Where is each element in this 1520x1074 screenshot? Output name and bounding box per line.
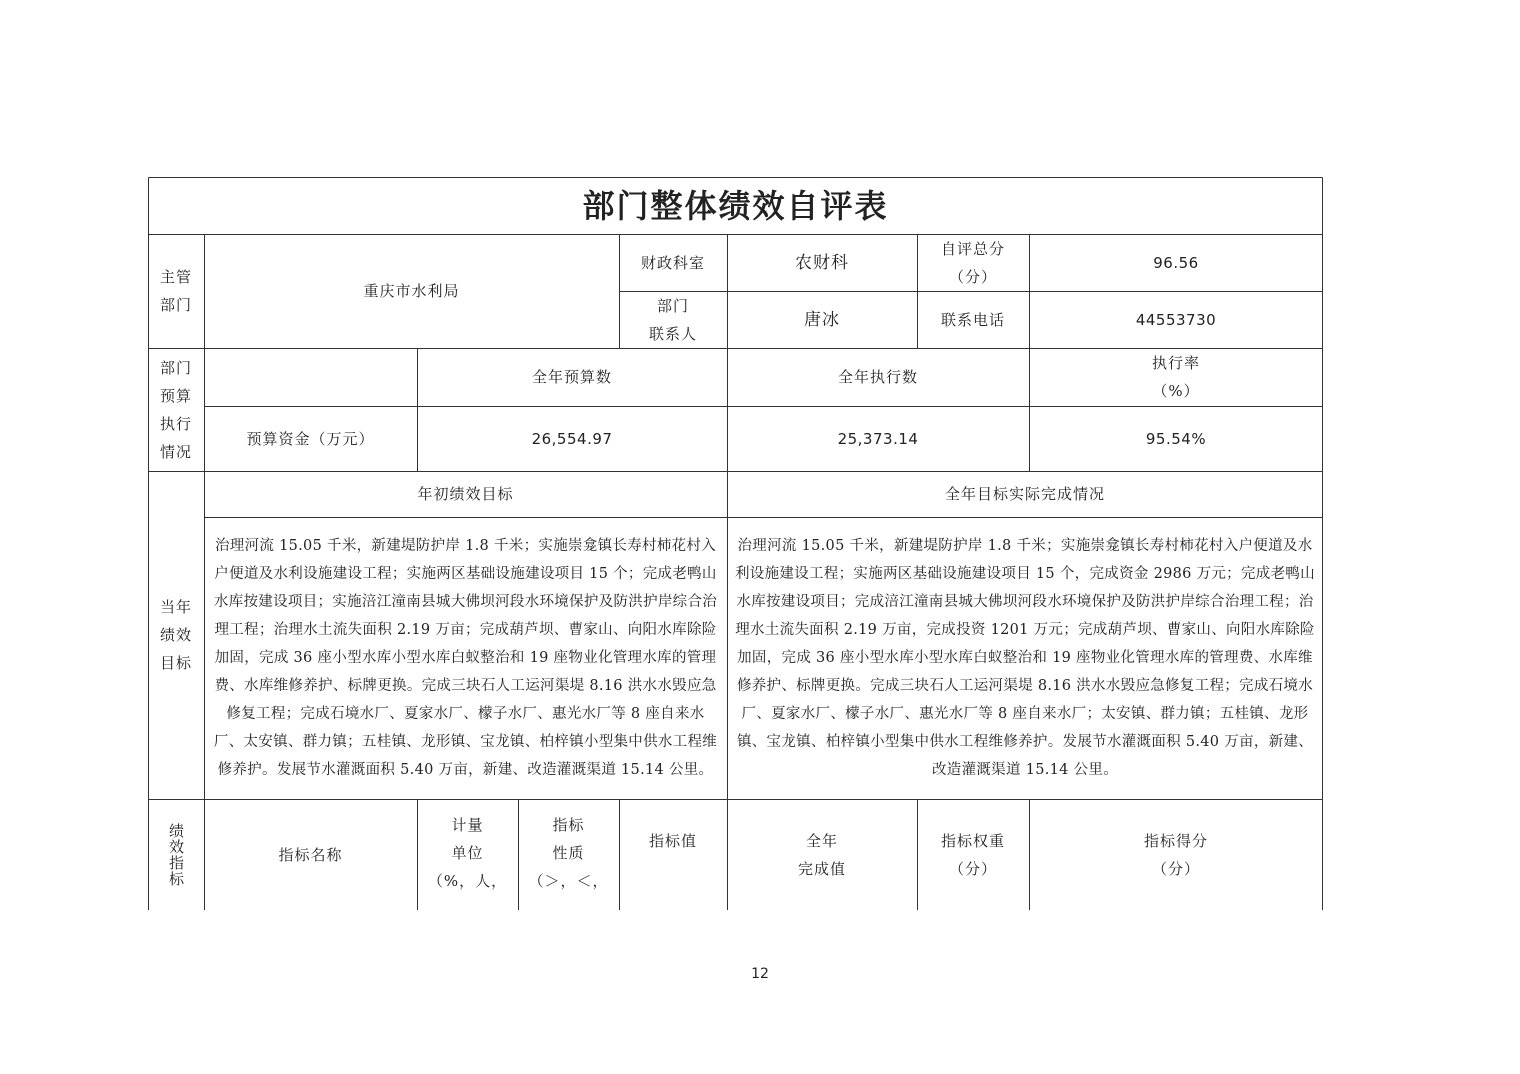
page-number: 12	[751, 966, 769, 982]
execution-rate-header: 执行率 （%）	[1151, 354, 1200, 400]
contact-person-value: 唐冰	[804, 309, 840, 330]
annual-execution-header: 全年执行数	[837, 368, 918, 386]
execution-value: 25,373.14	[837, 429, 919, 448]
indicator-name-header: 指标名称	[278, 845, 343, 864]
actual-completion-header: 全年目标实际完成情况	[944, 485, 1105, 503]
budget-value: 26,554.97	[531, 429, 613, 448]
budget-funds-label: 预算资金（万元）	[246, 429, 375, 448]
performance-table	[148, 177, 1323, 910]
initial-goals-text: 治理河流 15.05 千米，新建堤防护岸 1.8 千米；实施崇龛镇长寿村柿花村入户便道及水利设施建设工程；实施两区基础设施建设项目 15 个；完成老鸭山水库按建设项目；实施涪江潼南县城大佛坝河段水环境保护及防洪护岸综合治理工程；治理水土流失面积 2.19 万亩；完成葫芦坝、曹家山、向阳水库除险加固，完成 36 座小型水库小型水库白蚁整治和 19 座物业化管理水库的管理费、水库维修养护、标牌更换。完成三块石人工运河渠堤 8.16 洪水水毁应急修复工程；完成石境水厂、夏家水厂、檬子水厂、惠光水厂等 8 座自来水厂、太安镇、群力镇；五桂镇、龙形镇、宝龙镇、柏梓镇小型集中供水工程维修养护。发展节水灌溉面积 5.40 万亩，新建、改造灌溉渠道 15.14 公里。	[213, 538, 718, 778]
table-title: 部门整体绩效自评表	[582, 186, 889, 225]
unit-header: 计量 单位 （%，人，	[427, 816, 508, 890]
contact-person-label: 部门 联系人	[648, 296, 697, 343]
phone-label: 联系电话	[940, 310, 1005, 329]
execution-rate-value: 95.54%	[1145, 429, 1207, 448]
nature-header: 指标 性质 （＞，＜，	[528, 816, 609, 890]
finance-office-label: 财政科室	[640, 253, 705, 272]
annual-budget-header: 全年预算数	[531, 368, 612, 386]
indicator-score-header: 指标得分 （分）	[1143, 831, 1208, 878]
actual-completion-text: 治理河流 15.05 千米，新建堤防护岸 1.8 千米；实施崇龛镇长寿村柿花村入户便道及水利设施建设工程；实施两区基础设施建设项目 15 个，完成资金 2986 万元；完成老鸭山水库按建设项目；完成涪江潼南县城大佛坝河段水环境保护及防洪护岸综合治理工程；治理水土流失面积 2.19 万亩，完成投资 1201 万元；完成葫芦坝、曹家山、向阳水库除险加固，完成 36 座小型水库小型水库白蚁整治和 19 座物业化管理水库的管理费、水库维修养护、标牌更换。完成三块石人工运河渠堤 8.16 洪水水毁应急修复工程；完成石境水厂、夏家水厂、檬子水厂、惠光水厂等 8 座自来水厂；太安镇、群力镇；五桂镇、龙形镇、宝龙镇、柏梓镇小型集中供水工程维修养护。发展节水灌溉面积 5.40 万亩，新建、改造灌溉渠道 15.14 公里。	[735, 538, 1315, 778]
annual-completed-header: 全年 完成值	[797, 831, 846, 878]
self-score-label: 自评总分 （分）	[940, 239, 1005, 286]
phone-value: 44553730	[1135, 310, 1217, 329]
indicators-section-label: 绩效指标	[167, 822, 185, 887]
initial-goals-header: 年初绩效目标	[417, 485, 514, 503]
indicator-value-header: 指标值	[648, 832, 697, 850]
self-score-value: 96.56	[1153, 253, 1199, 272]
budget-section-label: 部门 预算 执行 情况	[159, 358, 192, 461]
indicators-section-cell	[148, 799, 204, 910]
dept-label: 主管 部门	[159, 268, 192, 314]
finance-office-value: 农财科	[795, 252, 849, 273]
indicator-weight-header: 指标权重 （分）	[940, 831, 1005, 878]
dept-name: 重庆市水利局	[363, 282, 460, 300]
goals-section-label: 当年 绩效 目标	[159, 598, 192, 672]
